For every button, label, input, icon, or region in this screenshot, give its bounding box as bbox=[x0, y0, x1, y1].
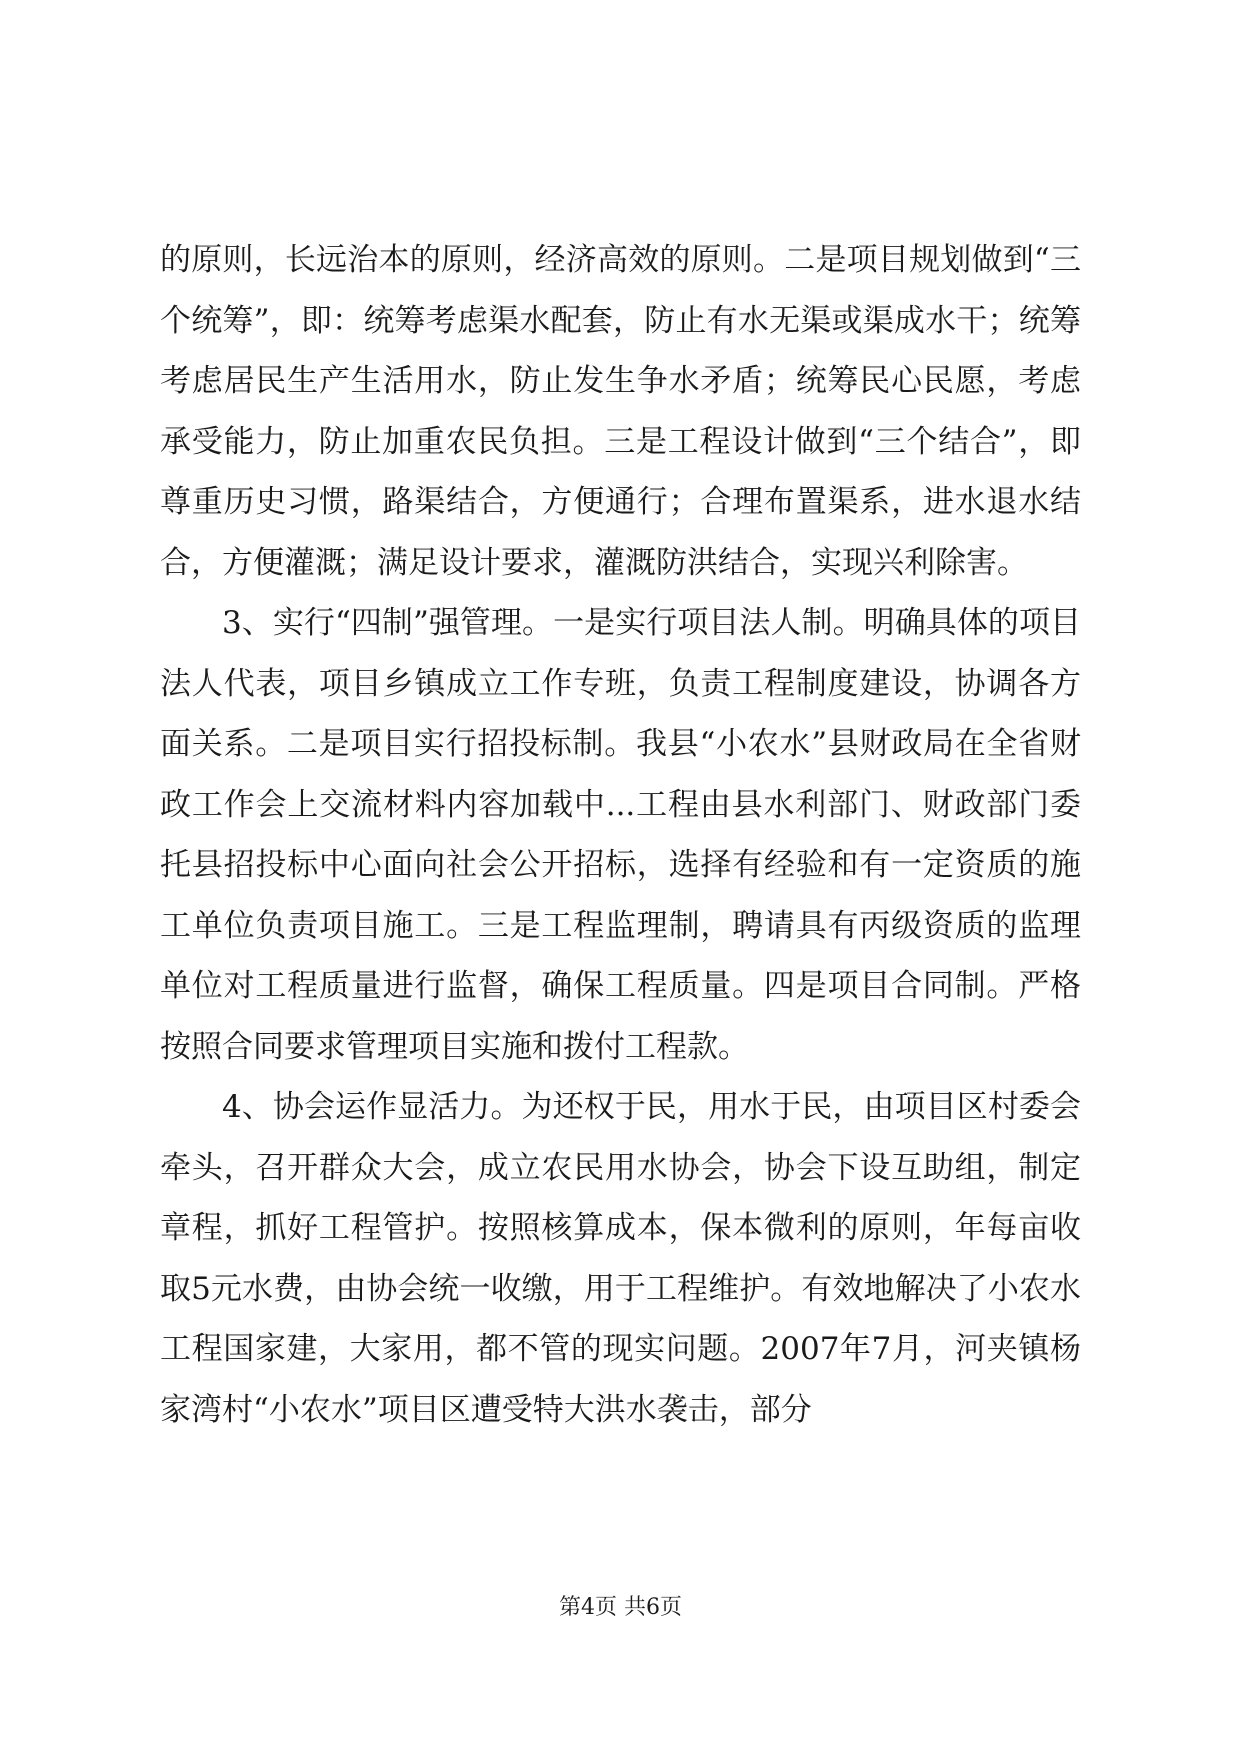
page-number-footer: 第4页 共6页 bbox=[559, 1595, 682, 1620]
paragraph-continued: 的原则，长远治本的原则，经济高效的原则。二是项目规划做到“三个统筹”，即：统筹考虑渠水配套，防止有水无渠或渠成水干；统筹考虑居民生产生活用水，防止发生争水矛盾；统筹民心民愿，考虑承受能力，防止加重农民负担。三是工程设计做到“三个结合”，即尊重历史习惯，路渠结合，方便通行；合理布置渠系，进水退水结合，方便灌溉；满足设计要求，灌溉防洪结合，实现兴利除害。 bbox=[160, 242, 1081, 581]
document-body bbox=[160, 230, 1081, 1440]
paragraph-section-3: 3、实行“四制”强管理。一是实行项目法人制。明确具体的项目法人代表，项目乡镇成立工作专班，负责工程制度建设，协调各方面关系。二是项目实行招投标制。我县“小农水”县财政局在全省财政工作会上交流材料内容加载中...工程由县水利部门、财政部门委托县招投标中心面向社会公开招标，选择有经验和有一定资质的施工单位负责项目施工。三是工程监理制，聘请具有丙级资质的监理单位对工程质量进行监督，确保工程质量。四是项目合同制。严格按照合同要求管理项目实施和拨付工程款。 bbox=[160, 605, 1081, 1065]
paragraph-section-4: 4、协会运作显活力。为还权于民，用水于民，由项目区村委会牵头，召开群众大会，成立农民用水协会，协会下设互助组，制定章程，抓好工程管护。按照核算成本，保本微利的原则，年每亩收取5元水费，由协会统一收缴，用于工程维护。有效地解决了小农水工程国家建，大家用，都不管的现实问题。2007年7月，河夹镇杨家湾村“小农水”项目区遭受特大洪水袭击，部分 bbox=[160, 1089, 1081, 1428]
